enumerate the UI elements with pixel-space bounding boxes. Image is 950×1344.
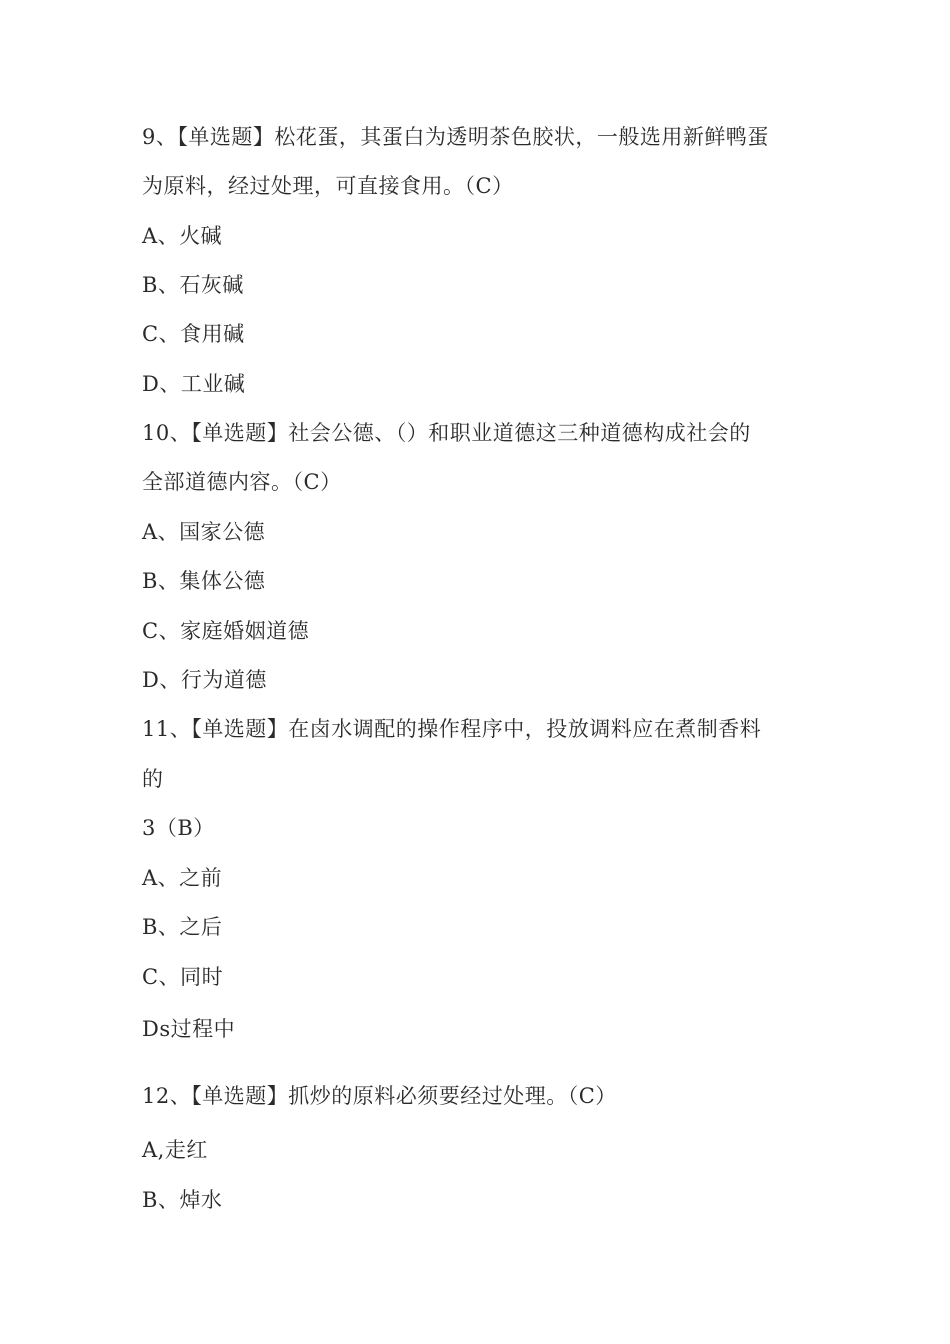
q10-option-a: A、国家公德 bbox=[142, 520, 266, 544]
q9-option-d: D、工业碱 bbox=[142, 372, 246, 396]
q9-stem-line-2: 为原料，经过处理，可直接食用。（C） bbox=[142, 174, 514, 198]
q10-option-d: D、行为道德 bbox=[142, 668, 267, 692]
q9-option-c: C、食用碱 bbox=[142, 322, 245, 346]
q11-option-c: C、同时 bbox=[142, 965, 224, 989]
q9-option-b: B、石灰碱 bbox=[142, 273, 244, 297]
q9-stem-line-1: 9、【单选题】松花蛋，其蛋白为透明茶色胶状，一般选用新鲜鸭蛋 bbox=[142, 125, 769, 149]
q10-option-c: C、家庭婚姻道德 bbox=[142, 619, 310, 643]
q11-stem-line-1: 11、【单选题】在卤水调配的操作程序中，投放调料应在煮制香料 bbox=[142, 717, 762, 741]
q10-stem-line-2: 全部道德内容。（C） bbox=[142, 470, 342, 494]
q11-stem-line-3: 3（B） bbox=[142, 816, 215, 840]
q11-option-d: Ds过程中 bbox=[142, 1017, 236, 1041]
q9-option-a: A、火碱 bbox=[142, 224, 223, 248]
q11-option-b: B、之后 bbox=[142, 915, 223, 939]
q10-stem-line-1: 10、【单选题】社会公德、（）和职业道德这三种道德构成社会的 bbox=[142, 421, 751, 445]
q11-stem-line-2: 的 bbox=[142, 767, 164, 791]
q12-option-a: A,走红 bbox=[142, 1138, 208, 1162]
q10-option-b: B、集体公德 bbox=[142, 569, 266, 593]
q11-option-a: A、之前 bbox=[142, 866, 223, 890]
q12-stem-line-1: 12、【单选题】抓炒的原料必须要经过处理。（C） bbox=[142, 1084, 617, 1108]
q12-option-b: B、焯水 bbox=[142, 1188, 223, 1212]
